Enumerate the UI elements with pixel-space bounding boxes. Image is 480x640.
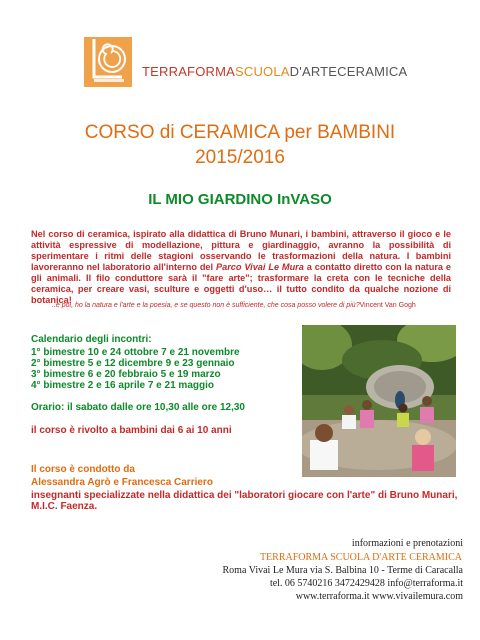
- brand-part-arte: D'ARTECERAMICA: [289, 64, 408, 79]
- garden-photo-image: [302, 325, 456, 477]
- quote-author: Vincent Van Gogh: [359, 302, 416, 309]
- intro-text-b: a contatto diretto con la natura e gli animali. Il filo conduttore sarà il "fare arte"; trasformare la creta con le tecniche della ceramica, per creare vasi, sculture e oggetti d'uso… il tutto condito da qualche nozione di botanica!: [31, 262, 452, 305]
- quote-text: ..e poi, ho la natura e l'arte e la poesia, e se questo non è sufficiente, che cosa posso volere di più?: [52, 302, 360, 309]
- teachers-intro: Il corso è condotto da: [31, 464, 135, 475]
- quote: [52, 302, 462, 309]
- spiral-logo-icon: [84, 37, 132, 87]
- course-subtitle: IL MIO GIARDINO InVASO: [148, 191, 332, 208]
- course-title: CORSO di CERAMICA per BAMBINI: [84, 122, 396, 143]
- children-garden-photo: [302, 325, 456, 477]
- calendar-item: 1° bimestre 10 e 24 ottobre 7 e 21 novembre: [31, 347, 240, 358]
- calendar-item: 4° bimestre 2 e 16 aprile 7 e 21 maggio: [31, 380, 214, 391]
- course-years: 2015/2016: [195, 147, 285, 168]
- contact-heading: informazioni e prenotazioni: [351, 538, 463, 549]
- brand-name: [142, 64, 407, 79]
- calendar-item: 3° bimestre 6 e 20 febbraio 5 e 19 marzo: [31, 369, 221, 380]
- contact-address: Roma Vivai Le Mura via S. Balbina 10 - Terme di Caracalla: [222, 565, 463, 576]
- contact-phone-email: tel. 06 5740216 3472429428 info@terraforma.it: [269, 578, 463, 589]
- intro-paragraph: [31, 229, 451, 306]
- brand-part-scuola: SCUOLA: [235, 64, 290, 79]
- calendar-list: [31, 347, 240, 391]
- teachers-description: insegnanti specializzate nella didattica dei "laboratori giocare con l'arte" di Bruno Munari, M.I.C. Faenza.: [31, 490, 458, 512]
- brand-part-terraforma: TERRAFORMA: [142, 64, 235, 79]
- schedule-time: Orario: il sabato dalle ore 10,30 alle ore 12,30: [31, 402, 245, 413]
- contact-websites: www.terraforma.it www.vivailemura.com: [295, 591, 463, 602]
- calendar-title: Calendario degli incontri:: [31, 334, 152, 345]
- teachers-names: Alessandra Agrò e Francesca Carriero: [31, 477, 213, 488]
- age-range: il corso è rivolto a bambini dai 6 ai 10 anni: [31, 425, 232, 436]
- contact-school-name: TERRAFORMA SCUOLA D'ARTE CERAMICA: [259, 552, 462, 563]
- terraforma-logo: [84, 37, 132, 87]
- intro-park-name: Parco Vivai Le Mura: [215, 262, 304, 272]
- intro-text-a: Nel corso di ceramica, ispirato alla didattica di Bruno Munari, i bambini, attraverso il gioco e le attività espressive di modellazione, pittura e giardinaggio, avranno la possibilità di sperimentare i ritmi delle stagioni osservando le trasformazioni della natura. I bambini lavoreranno nel laboratorio all'interno del: [31, 229, 451, 272]
- calendar-item: 2° bimestre 5 e 12 dicembre 9 e 23 gennaio: [31, 358, 235, 369]
